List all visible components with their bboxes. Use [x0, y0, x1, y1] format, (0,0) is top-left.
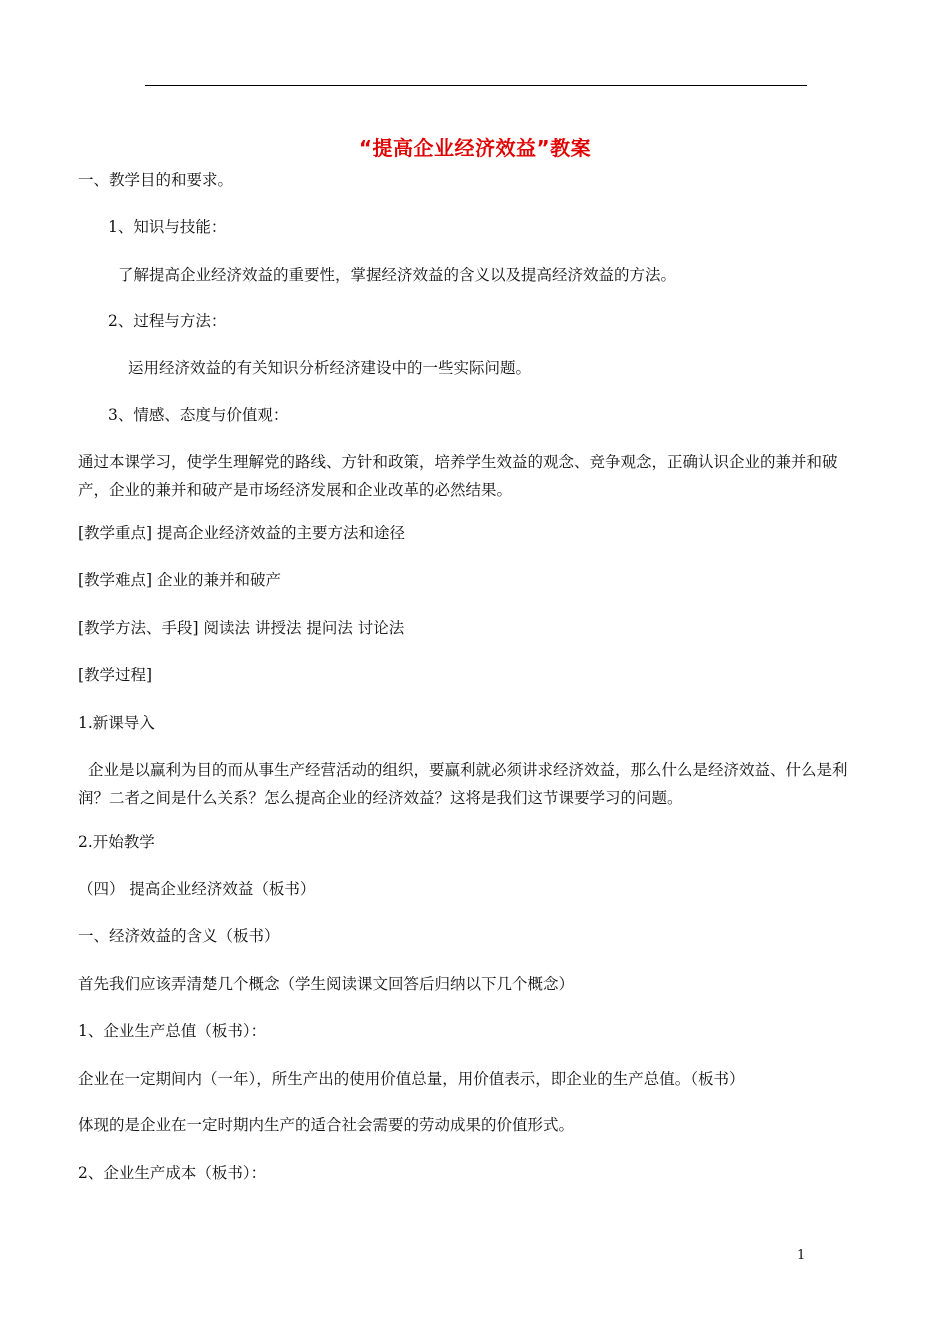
- text-process-methods: 运用经济效益的有关知识分析经济建设中的一些实际问题。: [128, 359, 532, 377]
- new-lesson-intro-heading: 1.新课导入: [78, 714, 155, 732]
- document-title: “提高企业经济效益”教案: [358, 136, 592, 160]
- gross-output-heading: 1、企业生产总值（板书）：: [78, 1022, 267, 1040]
- gross-output-definition: 企业在一定期间内（一年），所生产出的使用价值总量，用价值表示，即企业的生产总值。（板书）: [78, 1070, 745, 1088]
- gross-output-explanation: 体现的是企业在一定时期内生产的适合社会需要的劳动成果的价值形式。: [78, 1116, 575, 1134]
- teaching-methods: [教学方法、手段] 阅读法 讲授法 提问法 讨论法: [78, 619, 405, 637]
- teaching-process-heading: [教学过程]: [78, 666, 153, 684]
- subheading-knowledge-skills: 1、知识与技能：: [108, 218, 227, 236]
- section-heading-objectives: 一、教学目的和要求。: [78, 171, 234, 189]
- start-teaching-heading: 2.开始教学: [78, 833, 155, 851]
- subheading-process-methods: 2、过程与方法：: [108, 312, 227, 330]
- economic-benefit-meaning-heading: 一、经济效益的含义（板书）: [78, 927, 280, 945]
- paragraph-intro: 企业是以赢利为目的而从事生产经营活动的组织，要赢利就必须讲求经济效益，那么什么是经济效益、什么是利润？二者之间是什么关系？怎么提高企业的经济效益？这将是我们这节课要学习的问题。: [78, 761, 848, 807]
- teaching-focus: [教学重点] 提高企业经济效益的主要方法和途径: [78, 524, 406, 542]
- paragraph-values: 通过本课学习，使学生理解党的路线、方针和政策，培养学生效益的观念、竞争观念，正确认识企业的兼并和破产，企业的兼并和破产是市场经济发展和企业改革的必然结果。: [78, 453, 838, 499]
- subheading-values: 3、情感、态度与价值观：: [108, 406, 289, 424]
- production-cost-heading: 2、企业生产成本（板书）：: [78, 1164, 267, 1182]
- text-knowledge-skills: 了解提高企业经济效益的重要性，掌握经济效益的含义以及提高经济效益的方法。: [118, 266, 677, 284]
- page-number: 1: [797, 1248, 806, 1263]
- section-four-heading: （四） 提高企业经济效益（板书）: [78, 880, 316, 898]
- header-rule: [145, 85, 807, 86]
- concepts-intro: 首先我们应该弄清楚几个概念（学生阅读课文回答后归纳以下几个概念）: [78, 975, 575, 993]
- teaching-difficulty: [教学难点] 企业的兼并和破产: [78, 571, 282, 589]
